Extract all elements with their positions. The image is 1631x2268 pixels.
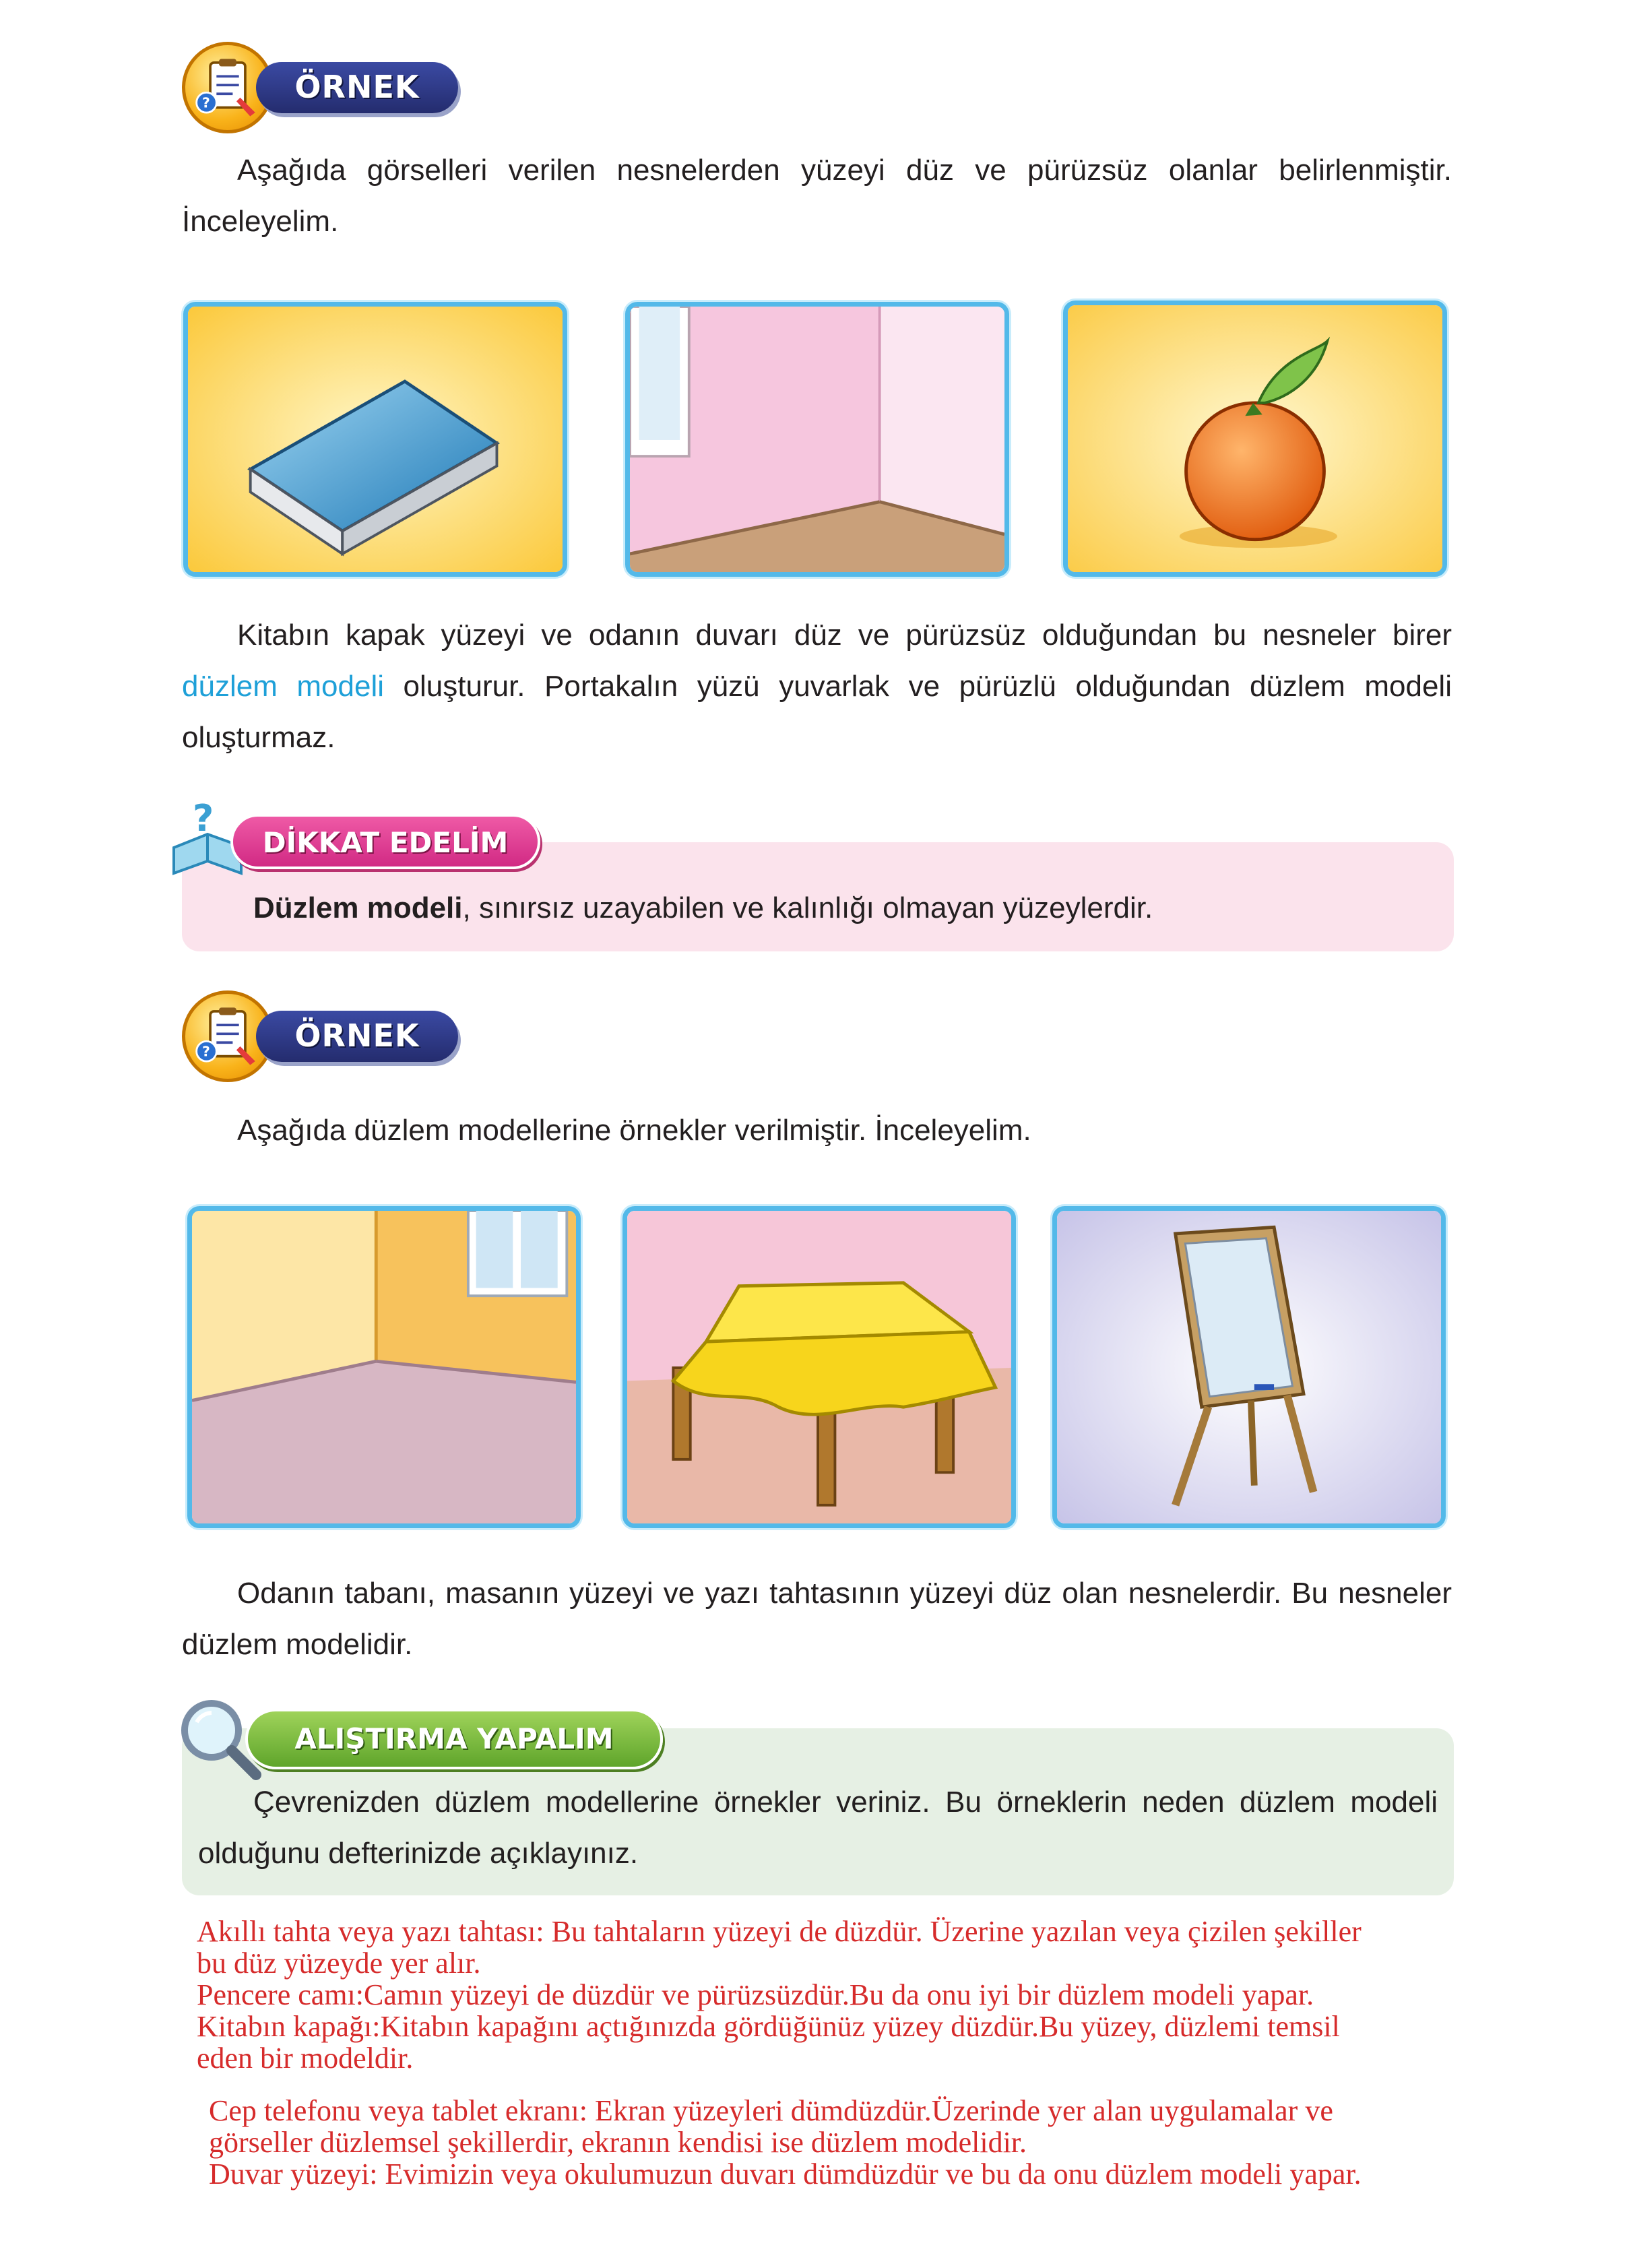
answer-line: Pencere camı:Camın yüzeyi de düzdür ve pürüzsüzdür.Bu da onu iyi bir düzlem modeli yapar.: [197, 1978, 1314, 2011]
room-wall-image: [625, 302, 1009, 577]
section1-intro: [182, 145, 1452, 247]
answer-line: Cep telefonu veya tablet ekranı: Ekran yüzeyleri dümdüzdür.Üzerinde yer alan uygulamalar ve: [209, 2094, 1333, 2127]
dikkat-bold: Düzlem modeli: [253, 891, 463, 924]
svg-text:?: ?: [202, 1043, 210, 1060]
body-highlight: düzlem modeli: [182, 670, 384, 703]
alistirma-text: [198, 1777, 1438, 1879]
answers-block-2: [209, 2095, 1475, 2190]
section1-body: [182, 610, 1452, 763]
intro-text: Aşağıda düzlem modellerine örnekler verilmiştir. İnceleyelim.: [237, 1114, 1031, 1147]
room-floor-image: [187, 1206, 581, 1528]
answer-line: görseller düzlemsel şekillerdir, ekranın kendisi ise düzlem modelidir.: [209, 2126, 1027, 2159]
dikkat-sentence: [198, 883, 1438, 934]
whiteboard-image: [1052, 1206, 1446, 1528]
intro-text: Aşağıda görselleri verilen nesnelerden yüzeyi düz ve pürüzsüz olanlar belirlenmiştir. İnceleyelim.: [182, 154, 1452, 238]
alistirma-label: [171, 1691, 663, 1779]
svg-text:?: ?: [193, 797, 214, 840]
ornek-label-1: [182, 42, 465, 136]
dikkat-pill: [230, 814, 540, 869]
dikkat-title: DİKKAT EDELİM: [262, 826, 509, 859]
svg-text:?: ?: [202, 94, 210, 111]
dikkat-text: [198, 883, 1438, 934]
ornek-pill: [256, 1011, 458, 1062]
answer-line: Akıllı tahta veya yazı tahtası: Bu tahtaların yüzeyi de düzdür. Üzerine yazılan veya çizilen şekiller: [197, 1915, 1362, 1948]
alistirma-sentence: Çevrenizden düzlem modellerine örnekler veriniz. Bu örneklerin neden düzlem modeli olduğunu defterinizde açıklayınız.: [198, 1786, 1438, 1870]
section2-body-text: Odanın tabanı, masanın yüzeyi ve yazı tahtasının yüzeyi düz olan nesnelerdir. Bu nesneler düzlem modelidir.: [182, 1577, 1452, 1661]
section1-body-text: [182, 610, 1452, 763]
dikkat-rest: , sınırsız uzayabilen ve kalınlığı olmayan yüzeylerdir.: [462, 891, 1153, 924]
answer-line: Duvar yüzeyi: Evimizin veya okulumuzun duvarı dümdüzdür ve bu da onu düzlem modeli yapar.: [209, 2157, 1362, 2191]
answer-line: bu düz yüzeyde yer alır.: [197, 1947, 481, 1980]
ornek-pill: [256, 62, 458, 113]
section2-body: [182, 1568, 1452, 1670]
answers-block-1: [197, 1916, 1463, 2074]
table-image: [622, 1206, 1016, 1528]
ornek-label-2: [182, 990, 465, 1085]
book-image: [183, 302, 567, 577]
alistirma-pill: [245, 1709, 663, 1769]
ornek-title: ÖRNEK: [294, 69, 420, 105]
body-before: Kitabın kapak yüzeyi ve odanın duvarı düz ve pürüzsüz olduğundan bu nesneler birer: [237, 619, 1452, 652]
body-after: oluşturur. Portakalın yüzü yuvarlak ve pürüzlü olduğundan düzlem modeli oluşturmaz.: [182, 670, 1452, 754]
alistirma-title: ALIŞTIRMA YAPALIM: [294, 1722, 614, 1755]
ornek-title: ÖRNEK: [294, 1017, 420, 1054]
answer-line: eden bir modeldir.: [197, 2042, 414, 2075]
section2-intro: [182, 1105, 1452, 1156]
dikkat-label: [163, 794, 540, 875]
answer-line: Kitabın kapağı:Kitabın kapağını açtığınızda gördüğünüz yüzey düzdür.Bu yüzey, düzlemi temsil: [197, 2010, 1340, 2043]
orange-image: [1063, 301, 1447, 577]
